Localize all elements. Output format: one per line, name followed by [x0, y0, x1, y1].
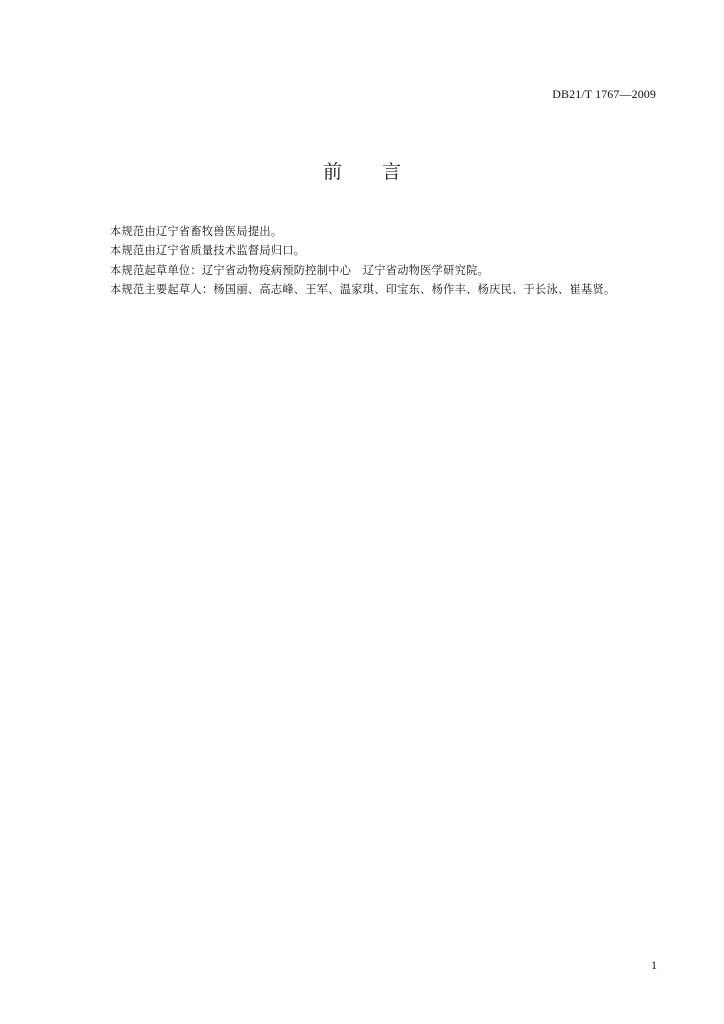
page-title	[0, 157, 724, 184]
standard-code: DB21/T 1767—2009	[552, 87, 656, 101]
foreword-line-administrator: 本规范由辽宁省质量技术监督局归口。	[110, 244, 306, 258]
foreword-body	[110, 222, 670, 299]
page-number: 1	[651, 958, 657, 972]
foreword-line-drafters: 本规范主要起草人：杨国丽、高志峰、王军、温家琪、印宝东、杨作丰、杨庆民、于长泳、崔基贤。	[110, 282, 616, 296]
title-char-2: 言	[382, 161, 402, 183]
foreword-line-drafting-units: 本规范起草单位：辽宁省动物疫病预防控制中心 辽宁省动物医学研究院。	[110, 263, 490, 277]
foreword-line-proposer: 本规范由辽宁省畜牧兽医局提出。	[110, 225, 283, 238]
title-char-1: 前	[322, 161, 342, 183]
